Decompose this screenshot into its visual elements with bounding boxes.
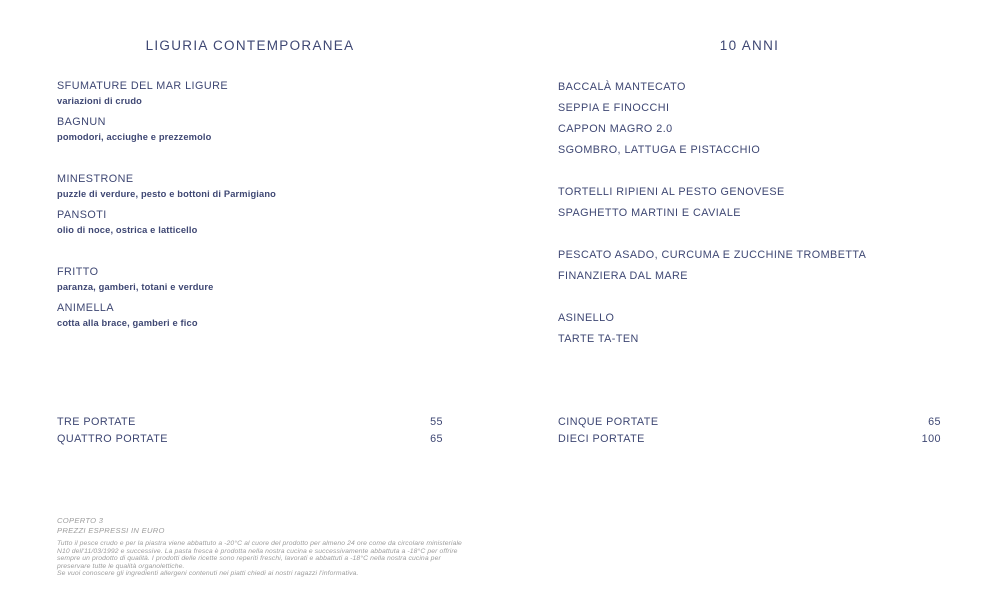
menu-item-description: cotta alla brace, gamberi e fico — [57, 318, 198, 328]
menu-item-name: SGOMBRO, LATTUGA E PISTACCHIO — [558, 144, 761, 156]
price-value: 100 — [921, 433, 941, 445]
menu-item — [558, 123, 941, 136]
right-menu-column — [558, 38, 941, 375]
menu-item — [558, 144, 941, 157]
menu-item — [558, 102, 941, 115]
menu-item-name: TARTE TA-TEN — [558, 333, 639, 345]
left-menu-group-secondi — [57, 266, 443, 329]
menu-item — [57, 173, 443, 200]
menu-item-description: variazioni di crudo — [57, 96, 142, 106]
menu-item-name: SEPPIA E FINOCCHI — [558, 102, 670, 114]
menu-item-name: SPAGHETTO MARTINI E CAVIALE — [558, 207, 741, 219]
legal-note-line: Tutto il pesce crudo e per la piastra viene abbattuto a -20°C al cuore del prodotto per almeno 24 ore come da circolare ministeriale — [57, 540, 462, 547]
menu-item — [57, 80, 443, 107]
legal-note-line: preservare tutte le qualità organolettiche. — [57, 562, 185, 570]
menu-item-name: FINANZIERA DAL MARE — [558, 270, 688, 282]
menu-item-name: CAPPON MAGRO 2.0 — [558, 123, 673, 135]
price-value: 65 — [928, 416, 941, 428]
menu-item — [57, 116, 443, 143]
menu-item — [558, 81, 941, 94]
menu-item-description: paranza, gamberi, totani e verdure — [57, 282, 214, 292]
legal-note-line: N10 dell'11/03/1992 e successive. La pasta fresca è prodotta nella nostra cucina e successivamente abbattuta a -18°C per offrire — [57, 547, 458, 555]
price-row — [558, 414, 941, 431]
menu-item-name: TORTELLI RIPIENI AL PESTO GENOVESE — [558, 186, 785, 198]
price-label: CINQUE PORTATE — [558, 416, 659, 428]
menu-item — [558, 312, 941, 325]
price-label: DIECI PORTATE — [558, 433, 645, 445]
left-menu-column — [57, 38, 443, 359]
menu-item-description: puzzle di verdure, pesto e bottoni di Parmigiano — [57, 189, 276, 199]
price-row — [57, 414, 443, 431]
coperto-note: COPERTO 3 — [57, 516, 104, 525]
menu-item — [558, 333, 941, 346]
price-value: 65 — [430, 433, 443, 445]
legal-notes — [57, 540, 487, 578]
allergen-note-line: Se vuoi conoscere gli ingredienti allergeni contenuti nei piatti chiedi ai nostri ragazzi l'informativa. — [57, 570, 359, 578]
menu-item — [558, 249, 941, 262]
menu-item — [57, 266, 443, 293]
left-menu-price-list — [57, 414, 443, 448]
menu-item-description: pomodori, acciughe e prezzemolo — [57, 132, 212, 142]
menu-item-name: PANSOTI — [57, 209, 107, 221]
menu-footer — [57, 516, 487, 578]
price-row — [558, 431, 941, 448]
menu-item-name: FRITTO — [57, 266, 99, 278]
right-menu-group-dolci — [558, 312, 941, 346]
menu-item-name: BACCALÀ MANTECATO — [558, 81, 686, 93]
right-menu-group-secondi — [558, 249, 941, 283]
menu-item — [558, 270, 941, 283]
menu-item-description: olio di noce, ostrica e latticello — [57, 225, 198, 235]
price-value: 55 — [430, 416, 443, 428]
menu-item — [558, 186, 941, 199]
menu-item-name: ANIMELLA — [57, 302, 115, 314]
price-row — [57, 431, 443, 448]
right-menu-title: 10 ANNI — [719, 38, 780, 53]
legal-note-line: sempre un prodotto di qualità. I prodotti delle ricette sono reperiti freschi, lavorati e abbattuti a -18°C nella nostra cucina per — [57, 555, 441, 563]
right-menu-price-list — [558, 414, 941, 448]
left-menu-group-antipasti — [57, 80, 443, 143]
right-menu-group-primi — [558, 186, 941, 220]
price-label: QUATTRO PORTATE — [57, 433, 168, 445]
left-menu-title: LIGURIA CONTEMPORANEA — [145, 38, 355, 53]
menu-item — [57, 209, 443, 236]
currency-note: PREZZI ESPRESSI IN EURO — [57, 526, 165, 535]
menu-item-name: MINESTRONE — [57, 173, 134, 185]
left-menu-group-primi — [57, 173, 443, 236]
menu-item — [558, 207, 941, 220]
right-menu-group-antipasti — [558, 81, 941, 157]
menu-item-name: ASINELLO — [558, 312, 615, 324]
menu-item-name: BAGNUN — [57, 116, 106, 128]
price-label: TRE PORTATE — [57, 416, 136, 428]
menu-item — [57, 302, 443, 329]
menu-item-name: PESCATO ASADO, CURCUMA E ZUCCHINE TROMBETTA — [558, 249, 867, 261]
menu-item-name: SFUMATURE DEL MAR LIGURE — [57, 80, 228, 92]
